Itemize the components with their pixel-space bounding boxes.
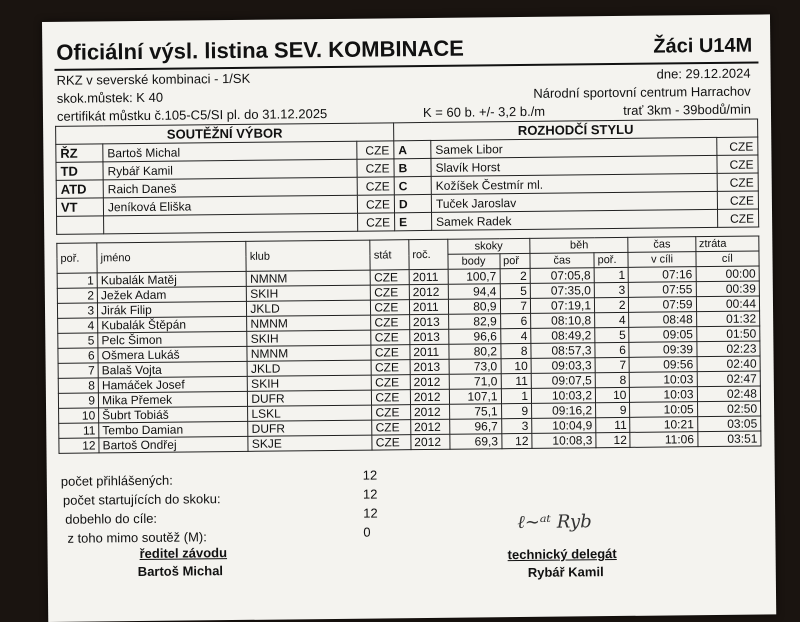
cell-rank: 7 [58,363,98,378]
cell-name: Ošmera Lukáš [98,346,247,363]
official-name: Jeníková Eliška [103,195,357,216]
cell-loss: 02:47 [697,371,761,387]
col-run-time: čas [530,253,594,269]
col-finish-time-sub: v cíli [628,252,695,268]
cell-loss: 02:23 [696,341,760,357]
judge-nat: CZE [717,155,758,173]
cell-points: 69,3 [449,434,501,450]
judge-name: Samek Libor [431,137,717,158]
cell-year: 2012 [411,419,450,434]
cell-finish: 10:21 [630,417,697,433]
official-nat: CZE [358,213,395,231]
official-name: Raich Daneš [103,177,357,198]
venue: Národní sportovní centrum Harrachov [533,83,751,101]
stat-label: z toho mimo soutěž (M): [67,529,207,546]
cell-jr: 3 [501,418,532,433]
cell-points: 80,2 [448,344,500,360]
cell-points: 96,6 [448,329,500,345]
cell-jr: 6 [500,313,531,328]
cell-rank: 6 [58,348,98,363]
cell-nat: CZE [371,345,410,360]
cell-finish: 10:03 [630,372,697,388]
cell-name: Mika Přemek [98,391,247,408]
cell-loss: 02:50 [697,401,761,417]
cell-rank: 9 [58,393,98,408]
cell-points: 71,0 [449,374,501,390]
director-title: ředitel závodu [139,545,228,562]
signature-scribble: ℓ~ᵃᵗ Ryb [517,511,592,534]
judge-letter: C [394,176,431,194]
cell-time: 08:57,3 [531,343,595,359]
cell-finish: 10:05 [630,402,697,418]
cell-name: Jirák Filip [98,301,247,318]
official-name: Bartoš Michal [103,141,357,162]
cell-nat: CZE [372,375,411,390]
cell-points: 96,7 [449,419,501,435]
results-sheet [42,14,776,622]
cell-finish: 08:48 [629,312,696,328]
cell-points: 82,9 [448,314,500,330]
cell-rank: 3 [57,303,97,318]
director-name: Bartoš Michal [137,563,224,580]
col-loss: ztráta [695,236,759,252]
cell-name: Hamáček Josef [98,376,247,393]
cell-rr: 5 [595,327,630,342]
cell-rank: 2 [57,288,97,303]
cell-rank: 5 [58,333,98,348]
cell-rank: 4 [58,318,98,333]
cell-rank: 11 [59,423,99,438]
cell-year: 2012 [409,284,448,299]
judge-name: Kožíšek Čestmír ml. [431,173,717,194]
cell-jr: 4 [500,328,531,343]
cell-points: 80,9 [448,299,500,315]
official-role: TD [56,162,103,180]
cell-time: 08:10,8 [531,313,595,329]
cell-year: 2013 [410,359,449,374]
cell-nat: CZE [372,420,411,435]
cell-year: 2013 [409,314,448,329]
cell-club: DUFR [248,390,372,406]
col-jumps: skoky [447,238,530,254]
cell-time: 09:07,5 [531,373,595,389]
hill-certificate: certifikát můstku č.105-C5/SI pl. do 31.12.2025 [56,106,328,124]
cell-nat: CZE [372,390,411,405]
cell-name: Bartoš Ondřej [99,436,248,453]
cell-loss: 01:32 [696,311,760,327]
judge-letter: D [394,194,431,212]
cell-rank: 10 [59,408,99,423]
hill-size: skok.můstek: K 40 [56,89,164,106]
judge-letter: A [394,140,431,158]
cell-loss: 01:50 [696,326,760,342]
track-info: trať 3km - 39bodů/min [623,101,752,118]
cell-rr: 7 [595,357,630,372]
col-run: běh [530,237,629,253]
cell-jr: 7 [500,298,531,313]
cell-rr: 1 [594,267,629,282]
col-club: klub [246,240,370,271]
cell-finish: 07:16 [629,267,696,283]
col-year: roč. [409,239,448,269]
cell-nat: CZE [370,270,409,285]
cell-time: 07:35,0 [530,283,594,299]
cell-nat: CZE [371,330,410,345]
cell-loss: 03:05 [697,416,761,432]
cell-points: 73,0 [449,359,501,375]
cell-jr: 10 [501,358,532,373]
cell-finish: 09:39 [629,342,696,358]
delegate-name: Rybář Kamil [527,564,604,580]
col-jump-rank: poř [500,253,531,268]
judge-name: Slavík Horst [431,155,717,176]
stat-value: 12 [362,467,378,483]
cell-year: 2011 [410,344,449,359]
cell-points: 75,1 [449,404,501,420]
stat-label: dobehlo do cíle: [65,510,158,527]
official-role [57,216,104,234]
cell-finish: 07:59 [629,297,696,313]
judge-letter: B [394,158,431,176]
cell-rank: 8 [58,378,98,393]
cell-rr: 8 [595,372,630,387]
cell-finish: 10:03 [630,387,697,403]
col-finish-time: čas [628,237,695,253]
cell-year: 2012 [410,374,449,389]
cell-name: Kubalák Matěj [97,271,246,288]
category-label: Žáci U14M [653,34,753,58]
cell-jr: 8 [500,343,531,358]
committee-table [55,119,759,235]
cell-finish: 09:56 [630,357,697,373]
col-loss-sub: cíl [696,251,760,267]
cell-rr: 4 [595,312,630,327]
col-name: jméno [97,241,247,273]
cell-loss: 00:44 [696,296,760,312]
cell-points: 107,1 [449,389,501,405]
cell-rr: 3 [594,282,629,297]
cell-points: 94,4 [448,284,500,300]
cell-club: SKJE [248,435,372,451]
cell-club: NMNM [247,315,371,331]
stat-value: 12 [363,505,378,521]
cell-jr: 2 [500,268,531,283]
stat-value: 12 [362,486,378,502]
cell-club: LSKL [248,405,372,421]
col-points: body [447,254,499,270]
col-run-rank: poř. [594,252,629,267]
judge-nat: CZE [717,137,758,155]
stat-label: počet přihlášených: [60,472,173,489]
competition-date: dne: 29.12.2024 [656,65,751,82]
cell-rr: 6 [595,342,630,357]
judge-nat: CZE [717,209,758,227]
stat-value: 0 [363,524,371,540]
official-role: ATD [56,180,103,198]
judges-title: ROZHODČÍ STYLU [394,119,758,141]
cell-nat: CZE [372,435,411,450]
cell-nat: CZE [372,405,411,420]
cell-year: 2012 [410,389,449,404]
judge-name: Tuček Jaroslav [431,191,717,212]
official-nat: CZE [357,141,394,159]
cell-club: SKIH [247,285,371,301]
cell-name: Pelc Šimon [98,331,247,348]
delegate-title: technický delegát [507,546,617,563]
cell-jr: 11 [501,373,532,388]
cell-time: 08:49,2 [531,328,595,344]
cell-club: NMNM [246,270,370,286]
official-nat: CZE [357,177,394,195]
judge-letter: E [395,212,432,230]
cell-name: Šubrt Tobiáš [99,406,248,423]
col-rank: poř. [57,243,97,273]
committee-title: SOUTĚŽNÍ VÝBOR [56,123,394,145]
cell-finish: 07:55 [629,282,696,298]
cell-club: JKLD [247,300,371,316]
cell-time: 10:04,9 [532,418,596,434]
points-formula: K = 60 b. +/- 3,2 b./m [422,103,546,121]
cell-loss: 00:39 [696,281,760,297]
cell-time: 09:16,2 [532,403,596,419]
cell-name: Tembo Damian [99,421,248,438]
cell-club: SKIH [248,375,372,391]
cell-nat: CZE [371,360,410,375]
cell-rr: 10 [595,387,630,402]
cell-club: NMNM [247,345,371,361]
cell-club: DUFR [248,420,372,436]
official-role: ŘZ [56,144,103,162]
cell-jr: 1 [501,388,532,403]
cell-time: 10:03,2 [531,388,595,404]
results-table [56,236,761,454]
cell-finish: 09:05 [629,327,696,343]
judge-nat: CZE [717,173,758,191]
cell-rr: 11 [596,417,631,432]
official-nat: CZE [357,159,394,177]
cell-nat: CZE [371,315,410,330]
cell-name: Kubalák Štěpán [98,316,247,333]
cell-time: 09:03,3 [531,358,595,374]
competition-name: RKZ v severské kombinaci - 1/SK [56,70,251,88]
judge-nat: CZE [717,191,758,209]
cell-time: 10:08,3 [532,433,596,449]
col-nat: stát [370,240,409,270]
cell-loss: 02:40 [697,356,761,372]
cell-name: Ježek Adam [97,286,246,303]
cell-rr: 12 [596,432,631,447]
cell-finish: 11:06 [630,432,697,448]
cell-nat: CZE [371,300,410,315]
cell-year: 2011 [409,269,448,284]
document-title: Oficiální výsl. listina SEV. KOMBINACE [56,35,464,65]
cell-club: SKIH [247,330,371,346]
cell-year: 2012 [410,404,449,419]
cell-loss: 00:00 [696,266,760,282]
official-role: VT [56,198,103,216]
cell-rank: 1 [57,273,97,288]
cell-rr: 9 [596,402,631,417]
official-name [104,213,358,234]
judge-name: Samek Radek [432,209,718,230]
cell-loss: 02:48 [697,386,761,402]
cell-rank: 12 [59,438,99,453]
cell-jr: 9 [501,403,532,418]
official-nat: CZE [357,195,394,213]
cell-points: 100,7 [448,269,500,285]
cell-jr: 12 [501,433,532,448]
official-name: Rybář Kamil [103,159,357,180]
stat-label: počet startujících do skoku: [62,491,221,508]
cell-year: 2012 [411,434,450,449]
cell-time: 07:05,8 [530,268,594,284]
cell-name: Balaš Vojta [98,361,247,378]
cell-rr: 2 [594,297,629,312]
cell-jr: 5 [500,283,531,298]
cell-time: 07:19,1 [530,298,594,314]
cell-club: JKLD [247,360,371,376]
cell-nat: CZE [371,285,410,300]
cell-year: 2011 [409,299,448,314]
cell-year: 2013 [410,329,449,344]
cell-loss: 03:51 [697,431,761,447]
